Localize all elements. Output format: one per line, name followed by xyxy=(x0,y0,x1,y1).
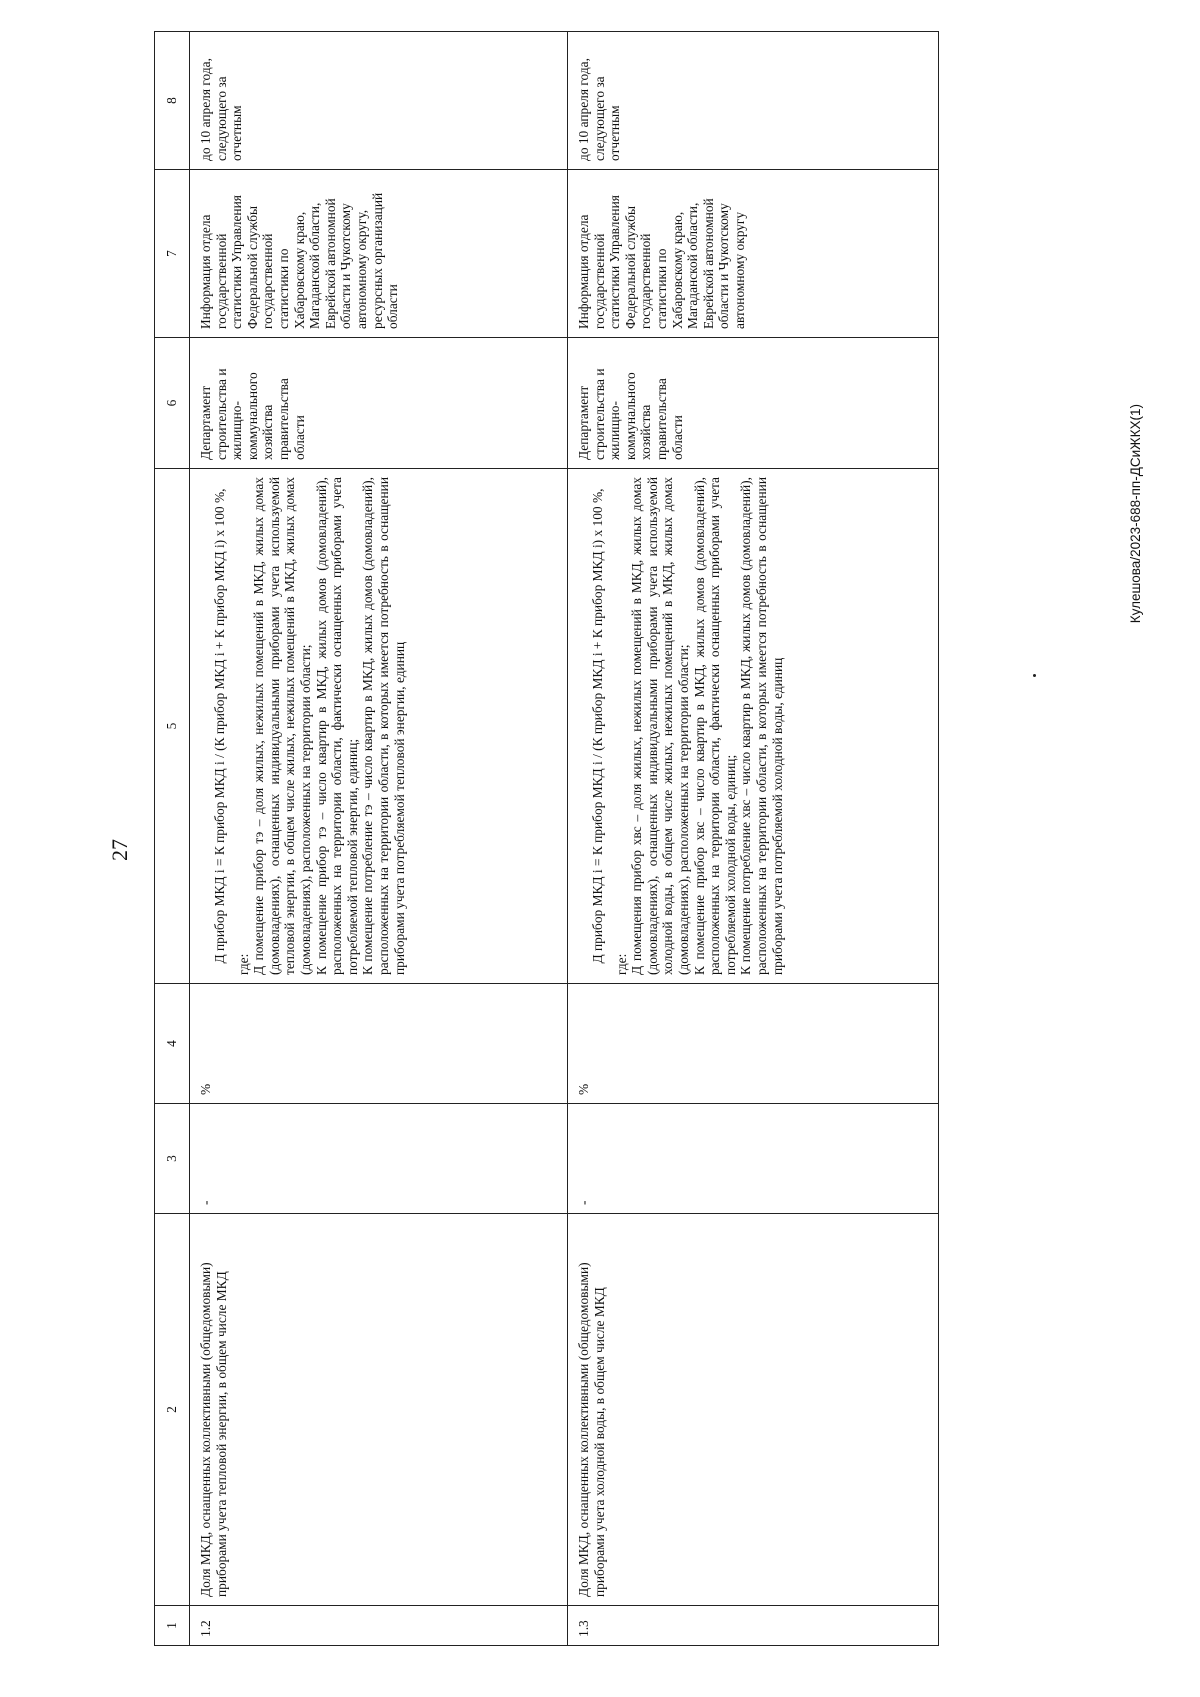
header-col-5: 5 xyxy=(155,469,190,984)
formula-explanation: где: Д помещение прибор тэ – доля жилых, нежилых помещений в МКД, жилых домах (домовладениях), оснащенных индивидуальными приборами учета используемой тепловой энергии, в общем числе жилых, нежилых помещений в МКД, жилых домах (домовладениях), расположенных на территории области; К помещение прибор тэ – число квартир в МКД, жилых домов (домовладений), расположенных на территории области, фактически оснащенных приборами учета потребляемой тепловой энергии, единиц; К помещение потребление тэ – число квартир в МКД, жилых домов (домовладений), расположенных на территории области, в которых имеется потребность в оснащении приборами учета потребляемой тепловой энергии, единиц xyxy=(235,477,407,975)
deadline: до 10 апреля года, следующего за отчетным xyxy=(568,32,939,170)
header-col-6: 6 xyxy=(155,338,190,469)
col3-value: - xyxy=(190,1104,568,1214)
indicator-table-wrapper xyxy=(154,32,939,1646)
indicator-table xyxy=(154,31,939,1646)
formula-explanation: где: Д помещения прибор хвс – доля жилых, нежилых помещений в МКД, жилых домах (домовладениях), оснащенных индивидуальными приборами учета используемой холодной воды, в общем числе жилых, нежилых помещений в МКД, жилых домах (домовладениях), расположенных на территории области; К помещение прибор хвс – число квартир в МКД, жилых домов (домовладений), расположенных на территории области, фактически оснащенных приборами учета потребляемой холодной воды, единиц; К помещение потребление хвс – число квартир в МКД, жилых домов (домовладений), расположенных на территории области, в которых имеется потребность в оснащении приборами учета потребляемой холодной воды, единиц xyxy=(613,477,785,975)
footer-code: Кулешова/2023-688-пп-ДСиЖКХ(1) xyxy=(1127,403,1143,624)
header-col-1: 1 xyxy=(155,1606,190,1646)
header-col-8: 8 xyxy=(155,32,190,170)
table-row xyxy=(568,32,939,1646)
table-row xyxy=(190,32,568,1646)
indicator-name: Доля МКД, оснащенных коллективными (общедомовыми) приборами учета холодной воды, в общем числе МКД xyxy=(568,1214,939,1606)
data-source: Информация отдела государственной статистики Управления Федеральной службы государственной статистики по Хабаровскому краю, Магаданской области, Еврейской автономной области и Чукотскому автономному округу, ресурсных организаций области xyxy=(190,170,568,338)
header-col-4: 4 xyxy=(155,984,190,1104)
formula: Д прибор МКД i = К прибор МКД i / (К прибор МКД i + К прибор МКД i) х 100 %, xyxy=(590,488,605,964)
table-header-row xyxy=(155,32,190,1646)
indicator-name: Доля МКД, оснащенных коллективными (общедомовыми) приборами учета тепловой энергии, в общем числе МКД xyxy=(190,1214,568,1606)
page-number: 27 xyxy=(107,839,132,861)
responsible-body: Департамент строительства и жилищно-коммунального хозяйства правительства области xyxy=(568,338,939,469)
header-col-3: 3 xyxy=(155,1104,190,1214)
responsible-body: Департамент строительства и жилищно-коммунального хозяйства правительства области xyxy=(190,338,568,469)
header-col-2: 2 xyxy=(155,1214,190,1606)
header-col-7: 7 xyxy=(155,170,190,338)
unit: % xyxy=(568,984,939,1104)
col3-value: - xyxy=(568,1104,939,1214)
formula: Д прибор МКД i = К прибор МКД i / (К прибор МКД i + К прибор МКД i) х 100 %, xyxy=(212,488,227,964)
deadline: до 10 апреля года, следующего за отчетным xyxy=(190,32,568,170)
row-number: 1.3 xyxy=(568,1606,939,1646)
row-number: 1.2 xyxy=(190,1606,568,1646)
calculation-cell xyxy=(568,469,939,984)
unit: % xyxy=(190,984,568,1104)
stray-dot xyxy=(1033,674,1036,677)
calculation-cell xyxy=(190,469,568,984)
data-source: Информация отдела государственной статистики Управления Федеральной службы государственной статистики по Хабаровскому краю, Магаданской области, Еврейской автономной области и Чукотскому автономному округу xyxy=(568,170,939,338)
